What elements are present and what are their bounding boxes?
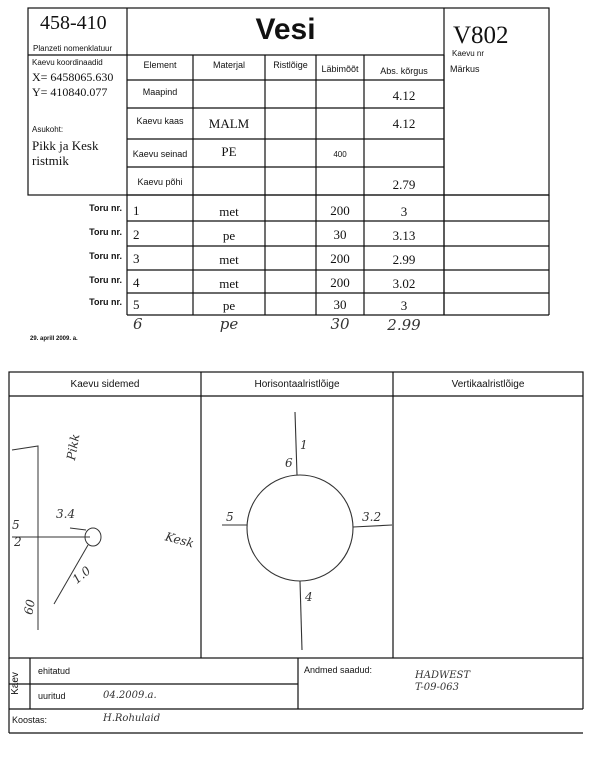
pipe-height: 3.02 bbox=[392, 276, 416, 291]
col-header-section: Ristlõige bbox=[273, 60, 308, 70]
footer-surveyed-label: uuritud bbox=[38, 691, 66, 701]
pipe-height: 2.99 bbox=[392, 252, 416, 267]
document-date: 29. aprill 2009. a. bbox=[30, 336, 78, 342]
circle-note-bottom: 4 bbox=[305, 590, 313, 604]
element-material: MALM bbox=[208, 116, 250, 131]
col-header-diameter: Läbimõõt bbox=[321, 64, 359, 74]
pipe-label: Toru nr. bbox=[89, 203, 122, 213]
note-street-kesk: Kesk bbox=[163, 529, 196, 551]
pipe-height: 3 bbox=[400, 298, 408, 313]
note-60: 60 bbox=[21, 598, 38, 616]
pipe-height: 3.13 bbox=[392, 228, 416, 243]
pipe-material: pe bbox=[222, 298, 236, 313]
pipe-nr: 1 bbox=[133, 203, 140, 218]
pipe-label: Toru nr. bbox=[89, 297, 122, 307]
pipe-diameter: 200 bbox=[330, 203, 350, 218]
element-name: Maapind bbox=[142, 87, 178, 97]
pipe-material: pe bbox=[222, 228, 236, 243]
pipe-diameter: 30 bbox=[333, 227, 347, 242]
footer-surveyed-value: 04.2009.a. bbox=[103, 690, 157, 701]
well-number: V802 bbox=[453, 22, 509, 49]
note-1-0: 1.0 bbox=[69, 563, 94, 587]
address-caption: Asukoht: bbox=[32, 125, 64, 134]
col-header-element: Element bbox=[143, 60, 177, 70]
coord-x: X= 6458065.630 bbox=[32, 70, 114, 84]
note-5: 5 bbox=[12, 518, 20, 532]
pipe-label: Toru nr. bbox=[89, 227, 122, 237]
element-height: 4.12 bbox=[392, 116, 416, 131]
footer-author-value: H.Rohulaid bbox=[103, 713, 161, 724]
note-3-4: 3.4 bbox=[56, 507, 76, 521]
map-code: 458-410 bbox=[40, 12, 107, 34]
pipe-material: met bbox=[219, 252, 239, 267]
footer-source-value: HADWEST bbox=[415, 670, 471, 681]
col-header-remark: Märkus bbox=[450, 64, 480, 74]
pipe-diameter: 200 bbox=[330, 275, 350, 290]
panel-title-vertical: Vertikaalristlõige bbox=[451, 379, 525, 390]
handwritten-pipe-height: 2.99 bbox=[387, 316, 421, 334]
pipe-diameter: 30 bbox=[333, 297, 347, 312]
pipe-diameter: 200 bbox=[330, 251, 350, 266]
page-title: Vesi bbox=[255, 13, 316, 46]
pipe-label: Toru nr. bbox=[89, 251, 122, 261]
address-line1: Pikk ja Kesk bbox=[32, 138, 99, 153]
pipe-nr: 2 bbox=[133, 227, 140, 242]
coord-y: Y= 410840.077 bbox=[32, 85, 108, 99]
pipe-nr: 4 bbox=[133, 275, 140, 290]
element-name: Kaevu seinad bbox=[132, 149, 188, 159]
pipe-height: 3 bbox=[400, 204, 408, 219]
coords-caption: Kaevu koordinaadid bbox=[32, 58, 103, 67]
element-height: 2.79 bbox=[392, 177, 416, 192]
element-height: 4.12 bbox=[392, 88, 416, 103]
circle-note-top: 1 bbox=[300, 438, 308, 452]
circle-note-top2: 6 bbox=[285, 456, 293, 470]
panel-title-connections: Kaevu sidemed bbox=[70, 379, 140, 390]
pipe-nr: 3 bbox=[133, 251, 140, 266]
handwritten-pipe-nr: 6 bbox=[133, 315, 143, 333]
element-name: Kaevu põhi bbox=[137, 177, 183, 187]
col-header-material: Materjal bbox=[212, 60, 245, 70]
footer-source-code: T-09-063 bbox=[415, 682, 459, 693]
footer-author-label: Koostas: bbox=[12, 715, 48, 725]
address-line2: ristmik bbox=[32, 153, 69, 168]
footer-built-label: ehitatud bbox=[38, 666, 71, 676]
element-diameter: 400 bbox=[333, 150, 347, 159]
panel-title-horizontal: Horisontaalristlõige bbox=[254, 379, 340, 390]
col-header-height: Abs. kõrgus bbox=[380, 66, 428, 76]
pipe-nr: 5 bbox=[133, 297, 140, 312]
handwritten-pipe-diameter: 30 bbox=[330, 315, 350, 333]
handwritten-pipe-material: pe bbox=[219, 315, 239, 333]
note-2: 2 bbox=[14, 535, 22, 549]
element-material: PE bbox=[221, 144, 237, 159]
well-number-caption: Kaevu nr bbox=[452, 49, 485, 58]
pipe-label: Toru nr. bbox=[89, 275, 122, 285]
footer-source-label: Andmed saadud: bbox=[304, 665, 373, 675]
footer-kaev-label: Kaev bbox=[9, 672, 21, 695]
pipe-material: met bbox=[219, 276, 239, 291]
circle-note-right: 3.2 bbox=[362, 510, 382, 524]
map-code-caption: Planzeti nomenklatuur bbox=[33, 44, 113, 53]
circle-note-left: 5 bbox=[226, 510, 234, 524]
pipe-material: met bbox=[219, 204, 239, 219]
note-street-pikk: Pikk bbox=[64, 432, 83, 462]
element-name: Kaevu kaas bbox=[136, 116, 184, 126]
